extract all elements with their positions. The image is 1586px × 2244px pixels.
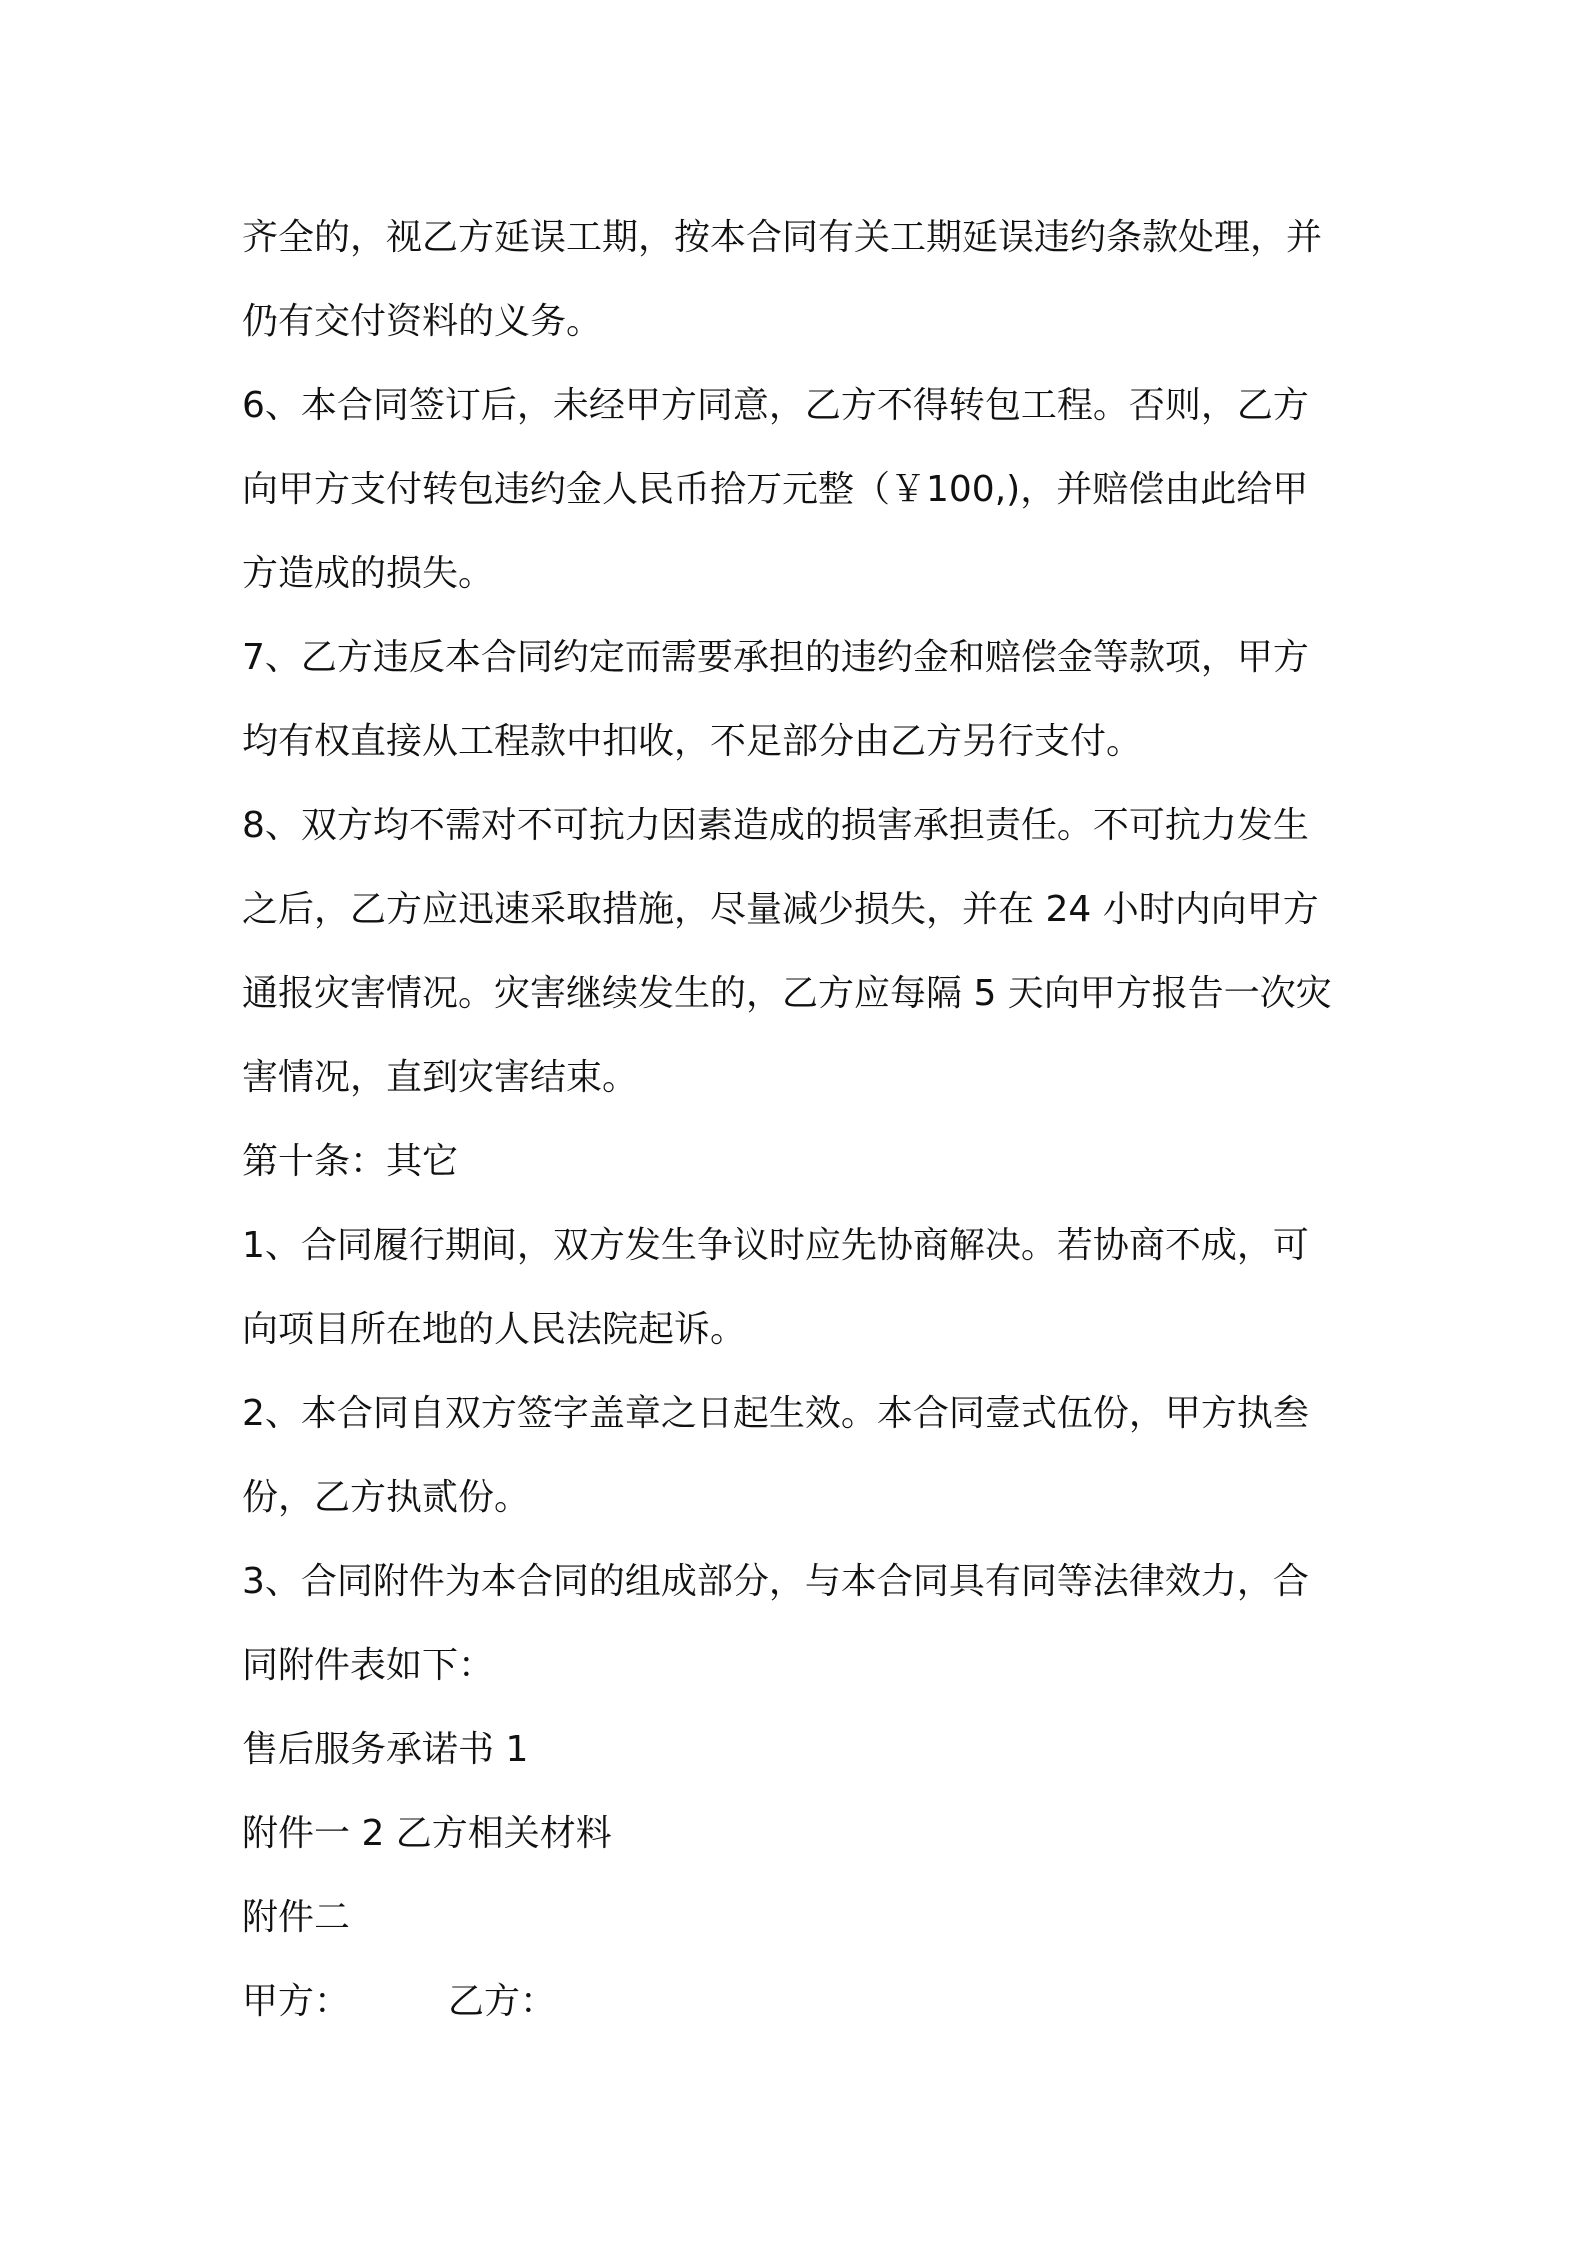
attachment-item: 附件一 2 乙方相关材料: [242, 1813, 612, 1854]
text-line: 1、合同履行期间，双方发生争议时应先协商解决。若协商不成，可: [242, 1225, 1309, 1266]
text-line: 齐全的，视乙方延误工期，按本合同有关工期延误违约条款处理，并: [242, 217, 1323, 258]
text-line: 向甲方支付转包违约金人民币拾万元整（￥100,)，并赔偿由此给甲: [242, 469, 1309, 510]
text-line: 害情况，直到灾害结束。: [242, 1057, 639, 1098]
signature-row: [242, 1960, 1362, 2044]
attachment-item: 售后服务承诺书 1: [242, 1729, 529, 1770]
party-a-signature-label: 甲方：: [242, 1981, 351, 2022]
text-line: 同附件表如下：: [242, 1645, 495, 1686]
text-line: 7、乙方违反本合同约定而需要承担的违约金和赔偿金等款项，甲方: [242, 637, 1309, 678]
text-line: 方造成的损失。: [242, 553, 495, 594]
text-line: 8、双方均不需对不可抗力因素造成的损害承担责任。不可抗力发生: [242, 805, 1309, 846]
text-line: 2、本合同自双方签字盖章之日起生效。本合同壹式伍份，甲方执叁: [242, 1393, 1309, 1434]
party-b-signature-label: 乙方：: [448, 1981, 557, 2022]
document-body: [242, 196, 1362, 2044]
text-line: 6、本合同签订后，未经甲方同意，乙方不得转包工程。否则，乙方: [242, 385, 1309, 426]
text-line: 向项目所在地的人民法院起诉。: [242, 1309, 747, 1350]
text-line: 3、合同附件为本合同的组成部分，与本合同具有同等法律效力，合: [242, 1561, 1309, 1602]
attachment-item: 附件二: [242, 1897, 351, 1938]
text-line: 通报灾害情况。灾害继续发生的，乙方应每隔 5 天向甲方报告一次灾: [242, 973, 1332, 1014]
text-line: 均有权直接从工程款中扣收，不足部分由乙方另行支付。: [242, 721, 1143, 762]
text-line: 之后，乙方应迅速采取措施，尽量减少损失，并在 24 小时内向甲方: [242, 889, 1319, 930]
section-heading: 第十条：其它: [242, 1141, 459, 1182]
text-line: 份，乙方执贰份。: [242, 1477, 531, 1518]
text-line: 仍有交付资料的义务。: [242, 301, 603, 342]
